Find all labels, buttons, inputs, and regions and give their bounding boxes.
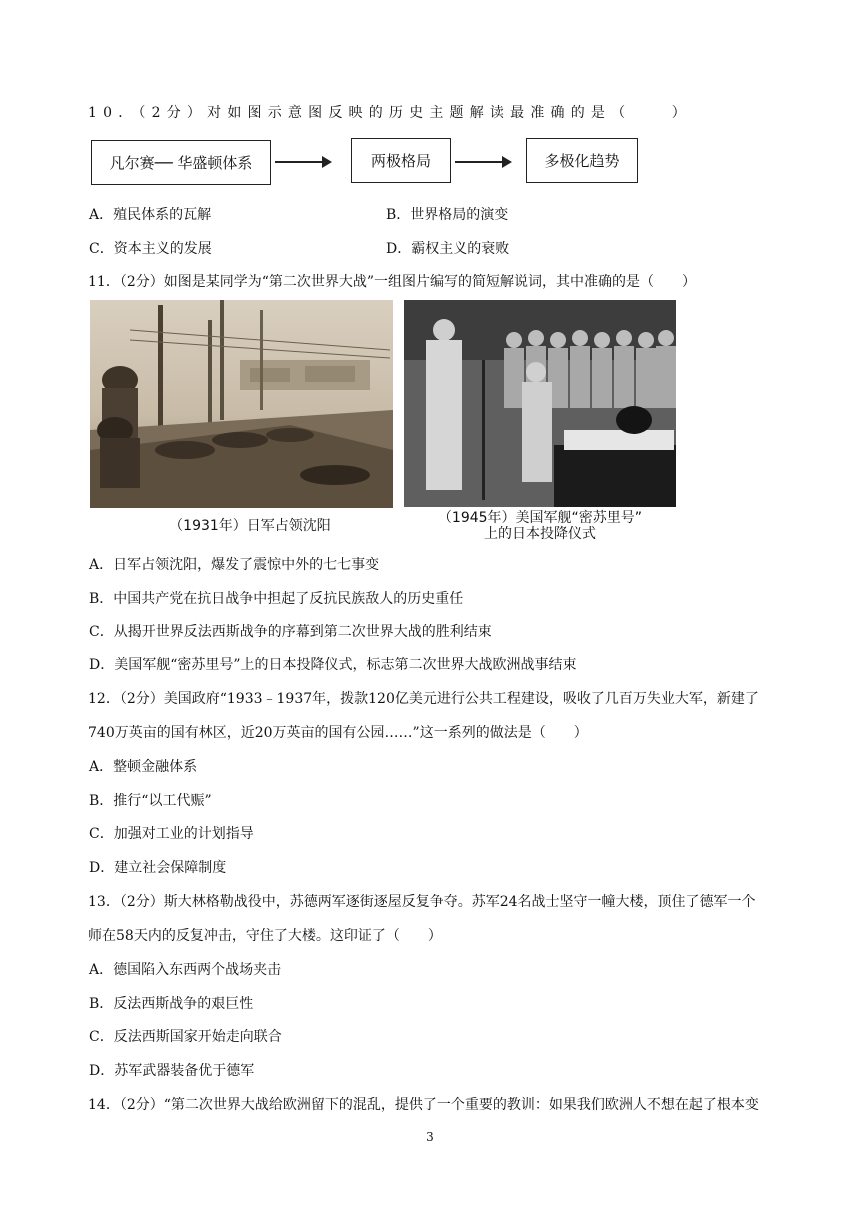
photo-japanese-army-shenyang bbox=[90, 300, 393, 508]
q12-stem-line1: 12．（2分）美国政府“1933﹣1937年，拨款120亿美元进行公共工程建设，吸收了几百万失业大军，新建了 bbox=[88, 691, 759, 707]
flow-box-bipolar: 两极格局 bbox=[351, 138, 451, 183]
photo2-caption-line2: 上的日本投降仪式 bbox=[484, 526, 596, 542]
q13-stem-line1: 13．（2分）斯大林格勒战役中，苏德两军逐街逐屋反复争夺。苏军24名战士坚守一幢大楼，顶住了德军一个 bbox=[88, 894, 756, 910]
q12-stem-line2: 740万英亩的国有林区，近20万英亩的国有公园……”这一系列的做法是（ ） bbox=[88, 725, 588, 741]
q10-option-b: B．世界格局的演变 bbox=[386, 207, 509, 223]
q10-option-d: D．霸权主义的衰败 bbox=[386, 241, 510, 257]
photo1-caption: （1931年）日军占领沈阳 bbox=[169, 518, 331, 534]
q10-option-c: C．资本主义的发展 bbox=[89, 241, 212, 257]
photo2-caption-line1: （1945年）美国军舰“密苏里号” bbox=[437, 510, 643, 526]
q11-stem: 11．（2分）如图是某同学为“第二次世界大战”一组图片编写的简短解说词，其中准确的是（ ） bbox=[88, 274, 697, 290]
q10-stem: 10．（2分）对如图示意图反映的历史主题解读最准确的是（ ） bbox=[88, 105, 692, 121]
q11-option-a: A．日军占领沈阳，爆发了震惊中外的七七事变 bbox=[89, 557, 380, 573]
q11-option-b: B．中国共产党在抗日战争中担起了反抗民族敌人的历史重任 bbox=[89, 591, 464, 607]
page-number: 3 bbox=[426, 1130, 434, 1144]
q13-option-c: C．反法西斯国家开始走向联合 bbox=[89, 1029, 282, 1045]
flow-box-versailles-washington: 凡尔赛── 华盛顿体系 bbox=[91, 140, 271, 185]
q10-option-a: A．殖民体系的瓦解 bbox=[89, 207, 212, 223]
flow-box-multipolar: 多极化趋势 bbox=[526, 138, 638, 183]
q12-option-b: B．推行“以工代赈” bbox=[89, 793, 212, 809]
q12-option-a: A．整顿金融体系 bbox=[89, 759, 198, 775]
q14-stem-line1: 14．（2分）“第二次世界大战给欧洲留下的混乱，提供了一个重要的教训：如果我们欧洲人不想在起了根本变 bbox=[88, 1097, 759, 1113]
flow-arrow-2 bbox=[455, 161, 510, 163]
q11-option-c: C．从揭开世界反法西斯战争的序幕到第二次世界大战的胜利结束 bbox=[89, 624, 492, 640]
q13-stem-line2: 师在58天内的反复冲击，守住了大楼。这印证了（ ） bbox=[88, 928, 442, 944]
photo-missouri-surrender bbox=[404, 300, 676, 507]
flow-arrow-1 bbox=[275, 161, 330, 163]
q11-option-d: D．美国军舰“密苏里号”上的日本投降仪式，标志第二次世界大战欧洲战事结束 bbox=[89, 657, 577, 673]
q13-option-d: D．苏军武器装备优于德军 bbox=[89, 1063, 255, 1079]
q12-option-c: C．加强对工业的计划指导 bbox=[89, 826, 254, 842]
q13-option-b: B．反法西斯战争的艰巨性 bbox=[89, 996, 254, 1012]
q13-option-a: A．德国陷入东西两个战场夹击 bbox=[89, 962, 282, 978]
q12-option-d: D．建立社会保障制度 bbox=[89, 860, 227, 876]
